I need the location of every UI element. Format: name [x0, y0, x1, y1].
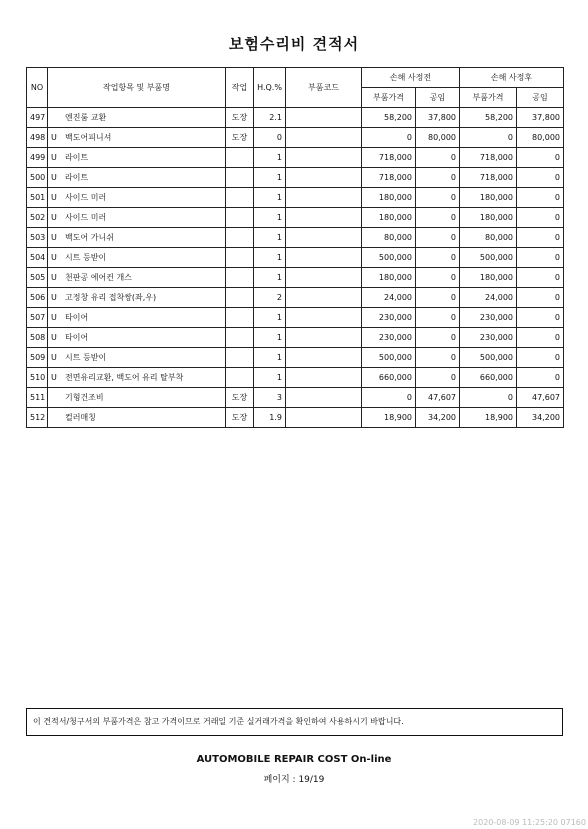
cell-item-name — [48, 188, 226, 208]
header-work: 작업 — [226, 68, 254, 108]
cell-item-name — [48, 168, 226, 188]
cell-part-code — [286, 388, 362, 408]
cell-work — [226, 288, 254, 308]
print-timestamp: 2020-08-09 11:25:20 07160 — [473, 818, 586, 827]
cell-u-flag: U — [51, 313, 57, 322]
cell-u-flag: U — [51, 273, 57, 282]
cell-hq: 1 — [254, 328, 286, 348]
table-row — [27, 188, 564, 208]
cell-after-labor: 0 — [517, 148, 564, 168]
cell-no: 500 — [27, 168, 48, 188]
cell-after-labor: 0 — [517, 208, 564, 228]
cell-after-labor: 47,607 — [517, 388, 564, 408]
cell-no: 502 — [27, 208, 48, 228]
cell-hq: 1.9 — [254, 408, 286, 428]
cell-work — [226, 268, 254, 288]
cell-item-name — [48, 408, 226, 428]
cell-after-part-price: 58,200 — [460, 108, 517, 128]
cell-item-text: 백도어피니셔 — [65, 133, 112, 142]
cell-u-flag: U — [51, 193, 57, 202]
cell-before-part-price: 500,000 — [362, 248, 416, 268]
cell-item-text: 컬러매칭 — [65, 413, 96, 422]
cell-hq: 1 — [254, 148, 286, 168]
cell-no: 504 — [27, 248, 48, 268]
cell-work — [226, 208, 254, 228]
table-row — [27, 388, 564, 408]
header-after-part-price: 부품가격 — [460, 88, 517, 108]
cell-hq: 2.1 — [254, 108, 286, 128]
cell-before-labor: 0 — [416, 328, 460, 348]
cell-hq: 1 — [254, 188, 286, 208]
cell-part-code — [286, 308, 362, 328]
cell-work — [226, 248, 254, 268]
cell-work — [226, 148, 254, 168]
header-before: 손해 사정전 — [362, 68, 460, 88]
cell-work — [226, 228, 254, 248]
cell-after-part-price: 180,000 — [460, 208, 517, 228]
cell-part-code — [286, 248, 362, 268]
cell-before-part-price: 718,000 — [362, 168, 416, 188]
cell-part-code — [286, 208, 362, 228]
cell-before-labor: 0 — [416, 288, 460, 308]
cell-no: 505 — [27, 268, 48, 288]
header-code: 부품코드 — [286, 68, 362, 108]
cell-after-labor: 34,200 — [517, 408, 564, 428]
cell-after-labor: 0 — [517, 348, 564, 368]
cell-after-labor: 0 — [517, 268, 564, 288]
cell-before-labor: 47,607 — [416, 388, 460, 408]
cell-hq: 1 — [254, 248, 286, 268]
cell-no: 503 — [27, 228, 48, 248]
cell-before-labor: 0 — [416, 248, 460, 268]
cell-item-name — [48, 248, 226, 268]
cell-item-text: 타이어 — [65, 313, 89, 322]
cell-item-text: 라이트 — [65, 153, 89, 162]
cell-u-flag: U — [51, 233, 57, 242]
cell-after-part-price: 718,000 — [460, 168, 517, 188]
cell-before-part-price: 230,000 — [362, 328, 416, 348]
cell-work — [226, 328, 254, 348]
table-row — [27, 228, 564, 248]
cell-work — [226, 348, 254, 368]
cell-item-text: 엔진룸 교환 — [65, 113, 107, 122]
cell-work: 도장 — [226, 108, 254, 128]
cell-no: 508 — [27, 328, 48, 348]
cell-after-labor: 0 — [517, 188, 564, 208]
table-row — [27, 208, 564, 228]
cell-part-code — [286, 368, 362, 388]
cell-after-part-price: 660,000 — [460, 368, 517, 388]
cell-item-text: 기형건조비 — [65, 393, 104, 402]
header-hq: H.Q.% — [254, 68, 286, 108]
cell-after-labor: 0 — [517, 368, 564, 388]
cell-before-part-price: 180,000 — [362, 268, 416, 288]
cell-before-part-price: 230,000 — [362, 308, 416, 328]
cell-after-part-price: 718,000 — [460, 148, 517, 168]
cell-part-code — [286, 288, 362, 308]
table-row — [27, 348, 564, 368]
cell-item-text: 천판공 에어컨 개스 — [65, 273, 132, 282]
table-row — [27, 248, 564, 268]
cell-item-text: 전면유리교환, 백도어 유리 탈부착 — [65, 373, 184, 382]
cell-after-part-price: 24,000 — [460, 288, 517, 308]
cell-after-labor: 0 — [517, 288, 564, 308]
cell-work — [226, 308, 254, 328]
cell-no: 510 — [27, 368, 48, 388]
cell-before-part-price: 718,000 — [362, 148, 416, 168]
cell-part-code — [286, 108, 362, 128]
cell-hq: 3 — [254, 388, 286, 408]
cell-before-part-price: 180,000 — [362, 208, 416, 228]
cell-before-part-price: 0 — [362, 128, 416, 148]
cell-item-name — [48, 328, 226, 348]
cell-no: 512 — [27, 408, 48, 428]
header-after-labor: 공임 — [517, 88, 564, 108]
cell-after-part-price: 230,000 — [460, 308, 517, 328]
cell-after-part-price: 500,000 — [460, 248, 517, 268]
cell-u-flag: U — [51, 253, 57, 262]
cell-hq: 1 — [254, 348, 286, 368]
cell-work: 도장 — [226, 408, 254, 428]
cell-work — [226, 368, 254, 388]
cell-u-flag: U — [51, 213, 57, 222]
cell-after-labor: 0 — [517, 328, 564, 348]
cell-item-name — [48, 268, 226, 288]
cell-work: 도장 — [226, 128, 254, 148]
cell-no: 501 — [27, 188, 48, 208]
cell-item-name — [48, 348, 226, 368]
cell-before-part-price: 0 — [362, 388, 416, 408]
cell-no: 509 — [27, 348, 48, 368]
cell-item-name — [48, 208, 226, 228]
document-title: 보험수리비 견적서 — [228, 35, 360, 53]
cell-u-flag: U — [51, 133, 57, 142]
cell-before-part-price: 80,000 — [362, 228, 416, 248]
cell-after-part-price: 0 — [460, 128, 517, 148]
cell-work: 도장 — [226, 388, 254, 408]
header-after: 손해 사정후 — [460, 68, 564, 88]
table-row — [27, 288, 564, 308]
cell-no: 511 — [27, 388, 48, 408]
cell-hq: 0 — [254, 128, 286, 148]
cell-part-code — [286, 268, 362, 288]
cell-before-part-price: 18,900 — [362, 408, 416, 428]
cell-u-flag: U — [51, 173, 57, 182]
table-row — [27, 408, 564, 428]
page-number: 페이지 : 19/19 — [263, 775, 325, 785]
table-row — [27, 268, 564, 288]
cell-hq: 1 — [254, 168, 286, 188]
cell-item-text: 백도어 가니쉬 — [65, 233, 114, 242]
cell-u-flag: U — [51, 293, 57, 302]
cell-no: 499 — [27, 148, 48, 168]
table-row — [27, 308, 564, 328]
cell-after-part-price: 18,900 — [460, 408, 517, 428]
cell-hq: 1 — [254, 228, 286, 248]
cell-before-labor: 0 — [416, 308, 460, 328]
cell-part-code — [286, 408, 362, 428]
cell-before-labor: 0 — [416, 228, 460, 248]
cell-item-text: 타이어 — [65, 333, 89, 342]
cell-work — [226, 188, 254, 208]
cell-item-text: 시트 등받이 — [65, 353, 107, 362]
header-before-labor: 공임 — [416, 88, 460, 108]
cell-part-code — [286, 328, 362, 348]
cell-after-part-price: 230,000 — [460, 328, 517, 348]
cell-after-labor: 37,800 — [517, 108, 564, 128]
cell-part-code — [286, 228, 362, 248]
cell-item-text: 시트 등받이 — [65, 253, 107, 262]
cell-after-labor: 0 — [517, 248, 564, 268]
cell-after-part-price: 180,000 — [460, 268, 517, 288]
cell-before-labor: 0 — [416, 368, 460, 388]
cell-before-part-price: 24,000 — [362, 288, 416, 308]
cell-no: 498 — [27, 128, 48, 148]
cell-hq: 1 — [254, 268, 286, 288]
cell-no: 506 — [27, 288, 48, 308]
table-row — [27, 328, 564, 348]
cell-item-name — [48, 148, 226, 168]
cell-item-name — [48, 228, 226, 248]
cell-before-labor: 0 — [416, 268, 460, 288]
cell-part-code — [286, 348, 362, 368]
cell-after-labor: 0 — [517, 168, 564, 188]
cell-before-labor: 37,800 — [416, 108, 460, 128]
cell-u-flag: U — [51, 353, 57, 362]
cell-item-name — [48, 388, 226, 408]
header-item: 작업항목 및 부품명 — [48, 68, 226, 108]
cell-item-name — [48, 108, 226, 128]
cell-after-part-price: 500,000 — [460, 348, 517, 368]
cell-u-flag: U — [51, 373, 57, 382]
table-body — [27, 108, 564, 428]
cell-u-flag: U — [51, 153, 57, 162]
cell-after-part-price: 0 — [460, 388, 517, 408]
table-row — [27, 168, 564, 188]
footer-brand: AUTOMOBILE REPAIR COST On-line — [196, 754, 392, 765]
cell-before-labor: 0 — [416, 348, 460, 368]
cell-work — [226, 168, 254, 188]
cell-part-code — [286, 148, 362, 168]
cell-item-name — [48, 368, 226, 388]
cell-before-labor: 0 — [416, 188, 460, 208]
cell-hq: 1 — [254, 368, 286, 388]
cell-after-labor: 80,000 — [517, 128, 564, 148]
cell-after-part-price: 80,000 — [460, 228, 517, 248]
cell-after-labor: 0 — [517, 228, 564, 248]
header-before-part-price: 부품가격 — [362, 88, 416, 108]
cell-item-text: 고정창 유리 접착쌍(좌,우) — [65, 293, 157, 302]
table-row — [27, 148, 564, 168]
header-no: NO — [27, 68, 48, 108]
cell-hq: 1 — [254, 208, 286, 228]
cell-before-labor: 0 — [416, 208, 460, 228]
cell-before-part-price: 180,000 — [362, 188, 416, 208]
cell-part-code — [286, 168, 362, 188]
cell-before-part-price: 58,200 — [362, 108, 416, 128]
cell-item-text: 라이트 — [65, 173, 89, 182]
cell-no: 507 — [27, 308, 48, 328]
table-header — [27, 68, 564, 108]
cell-part-code — [286, 188, 362, 208]
cell-before-labor: 34,200 — [416, 408, 460, 428]
cell-before-part-price: 500,000 — [362, 348, 416, 368]
cell-no: 497 — [27, 108, 48, 128]
cell-item-text: 사이드 미러 — [65, 213, 107, 222]
cell-item-name — [48, 288, 226, 308]
notice-box: 이 견적서/청구서의 부품가격은 참고 가격이므로 거래일 기준 실거래가격을 확인하여 사용하시기 바랍니다. — [26, 708, 563, 736]
cell-after-labor: 0 — [517, 308, 564, 328]
table-row — [27, 368, 564, 388]
cell-before-labor: 0 — [416, 148, 460, 168]
cell-before-labor: 0 — [416, 168, 460, 188]
table-row — [27, 128, 564, 148]
cell-before-part-price: 660,000 — [362, 368, 416, 388]
table-row — [27, 108, 564, 128]
cell-u-flag: U — [51, 333, 57, 342]
cell-item-name — [48, 308, 226, 328]
cell-after-part-price: 180,000 — [460, 188, 517, 208]
cell-item-text: 사이드 미러 — [65, 193, 107, 202]
cell-hq: 2 — [254, 288, 286, 308]
estimate-table — [26, 67, 564, 428]
cell-part-code — [286, 128, 362, 148]
cell-hq: 1 — [254, 308, 286, 328]
cell-item-name — [48, 128, 226, 148]
cell-before-labor: 80,000 — [416, 128, 460, 148]
